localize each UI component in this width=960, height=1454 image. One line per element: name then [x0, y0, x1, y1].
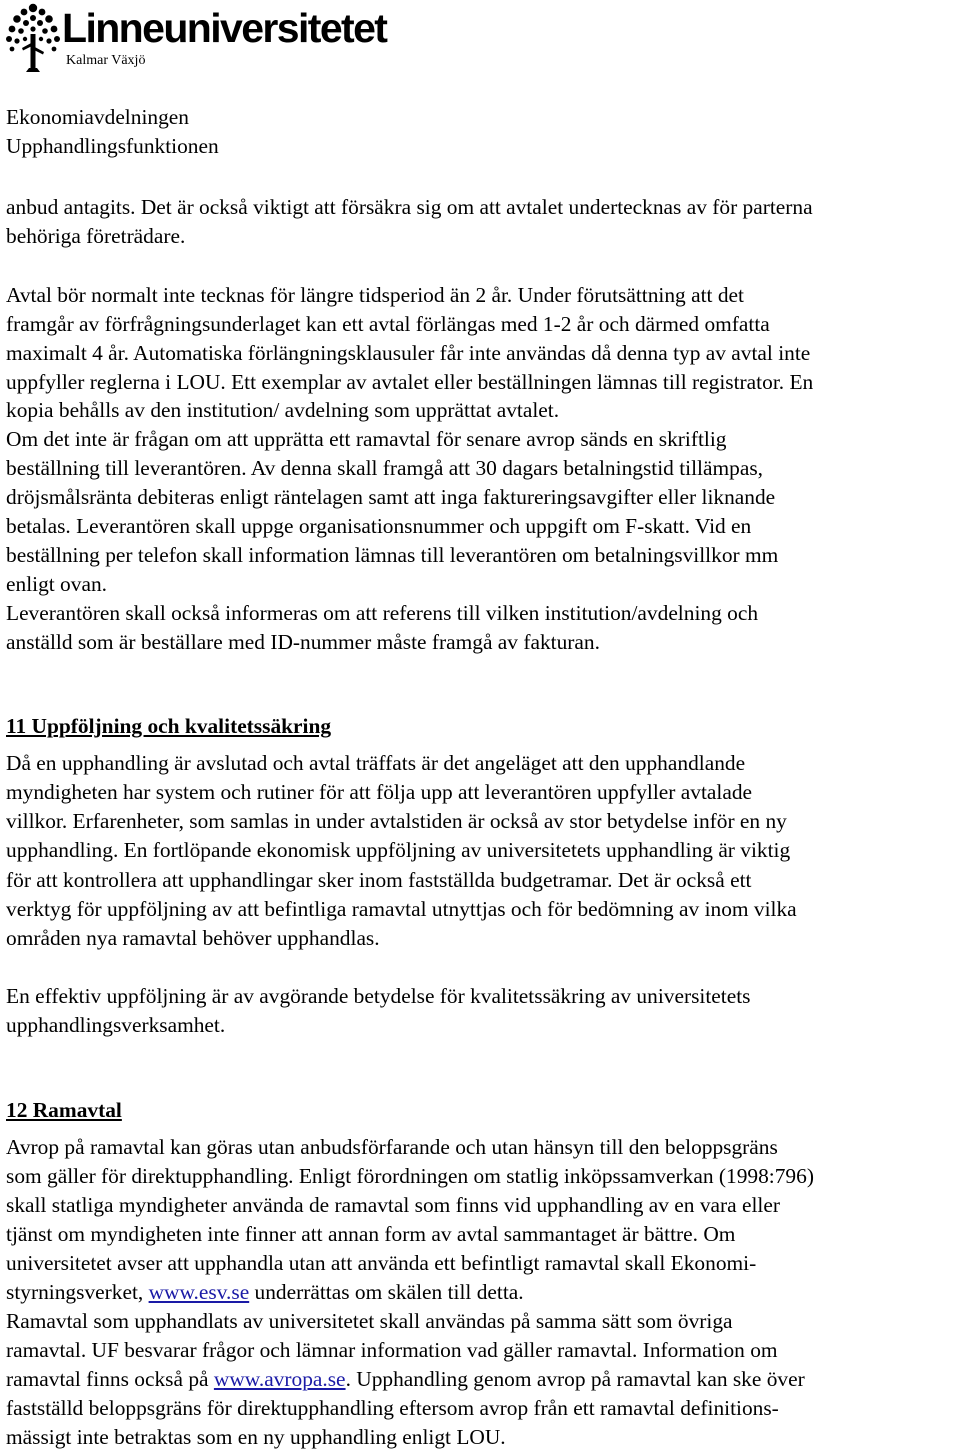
body-line: betalas. Leverantören skall uppge organisationsnummer och uppgift om F-skatt. Vid en	[6, 514, 752, 538]
body-line: upphandling. En fortlöpande ekonomisk uppföljning av universitetets upphandling är viktig	[6, 838, 791, 862]
unit-name: Upphandlingsfunktionen	[6, 134, 219, 158]
body-line: anställd som är beställare med ID-nummer måste framgå av fakturan.	[6, 630, 600, 654]
department-name: Ekonomiavdelningen	[6, 105, 189, 129]
body-line: villkor. Erfarenheter, som samlas in under avtalstiden är också av stor betydelse inför en ny	[6, 809, 787, 833]
text-fragment: underrättas om skälen till detta.	[249, 1280, 524, 1304]
body-line: tjänst om myndigheten inte finner att annan form av avtal sammantaget är bättre. Om	[6, 1222, 736, 1246]
body-line: anbud antagits. Det är också viktigt att försäkra sig om att avtalet undertecknas av för parterna	[6, 195, 813, 219]
body-line: universitetet avser att upphandla utan att använda ett befintligt ramavtal skall Ekonomi-	[6, 1251, 757, 1275]
tree-logo-icon	[4, 2, 62, 76]
text-fragment: ramavtal finns också på	[6, 1367, 214, 1391]
body-line: Leverantören skall också informeras om att referens till vilken institution/avdelning och	[6, 601, 759, 625]
logo-wordmark: Linneuniversitetet	[62, 5, 387, 51]
body-line: skall statliga myndigheter använda de ramavtal som finns vid upphandling av en vara eller	[6, 1193, 780, 1217]
body-line: ramavtal. UF besvarar frågor och lämnar information vad gäller ramavtal. Information om	[6, 1338, 778, 1362]
body-line: uppfyller reglerna i LOU. Ett exemplar av avtalet eller beställningen lämnas till registrator. En	[6, 370, 814, 394]
body-line: beställning till leverantören. Av denna skall framgå att 30 dagars betalningstid tillämpas,	[6, 456, 763, 480]
university-logo	[4, 2, 424, 80]
body-line: upphandlingsverksamhet.	[6, 1013, 226, 1037]
body-line: kopia behålls av den institution/ avdelning som upprättat avtalet.	[6, 398, 560, 422]
body-line: framgår av förfrågningsunderlaget kan ett avtal förlängas med 1-2 år och därmed omfatta	[6, 312, 770, 336]
body-line: Avtal bör normalt inte tecknas för längre tidsperiod än 2 år. Under förutsättning att det	[6, 283, 744, 307]
body-line: behöriga företrädare.	[6, 224, 186, 248]
body-line: verktyg för uppföljning av att befintliga ramavtal utnyttjas och för bedömning av inom vilka	[6, 897, 797, 921]
body-line: enligt ovan.	[6, 572, 107, 596]
body-line: mässigt inte betraktas som en ny upphandling enligt LOU.	[6, 1425, 506, 1449]
body-line: myndigheten har system och rutiner för att följa upp att leverantören uppfyller avtalade	[6, 780, 753, 804]
body-line: fastställd beloppsgräns för direktupphandling eftersom avrop från ett ramavtal definitions-	[6, 1396, 779, 1420]
body-line: områden nya ramavtal behöver upphandlas.	[6, 926, 380, 950]
body-line: för att kontrollera att upphandlingar sker inom fastställda budgetramar. Det är också ett	[6, 868, 752, 892]
avropa-link[interactable]: www.avropa.se	[213, 1367, 346, 1391]
body-line: Ramavtal som upphandlats av universitetet skall användas på samma sätt som övriga	[6, 1309, 733, 1333]
body-line: beställning per telefon skall information lämnas till leverantören om betalningsvillkor mm	[6, 543, 779, 567]
body-line: En effektiv uppföljning är av avgörande betydelse för kvalitetssäkring av universitetets	[6, 984, 751, 1008]
body-line: som gäller för direktupphandling. Enligt förordningen om statlig inköpssamverkan (1998:796)	[6, 1164, 814, 1188]
logo-subtitle: Kalmar Växjö	[66, 53, 146, 68]
esv-link[interactable]: www.esv.se	[148, 1280, 250, 1304]
text-fragment: . Upphandling genom avrop på ramavtal kan ske över	[345, 1367, 805, 1391]
text-fragment: styrningsverket,	[6, 1280, 149, 1304]
body-line: Då en upphandling är avslutad och avtal träffats är det angeläget att den upphandlande	[6, 751, 746, 775]
body-line	[6, 1278, 524, 1307]
section-heading-12: 12 Ramavtal	[6, 1098, 122, 1122]
body-line: Avrop på ramavtal kan göras utan anbudsförfarande och utan hänsyn till den beloppsgräns	[6, 1135, 778, 1159]
section-heading-11: 11 Uppföljning och kvalitetssäkring	[6, 714, 332, 738]
body-line: dröjsmålsränta debiteras enligt räntelagen samt att inga faktureringsavgifter eller liknande	[6, 485, 776, 509]
body-line: maximalt 4 år. Automatiska förlängningsklausuler får inte användas då denna typ av avtal inte	[6, 341, 811, 365]
body-line: Om det inte är frågan om att upprätta ett ramavtal för senare avrop sänds en skriftlig	[6, 427, 727, 451]
body-line	[6, 1365, 805, 1394]
